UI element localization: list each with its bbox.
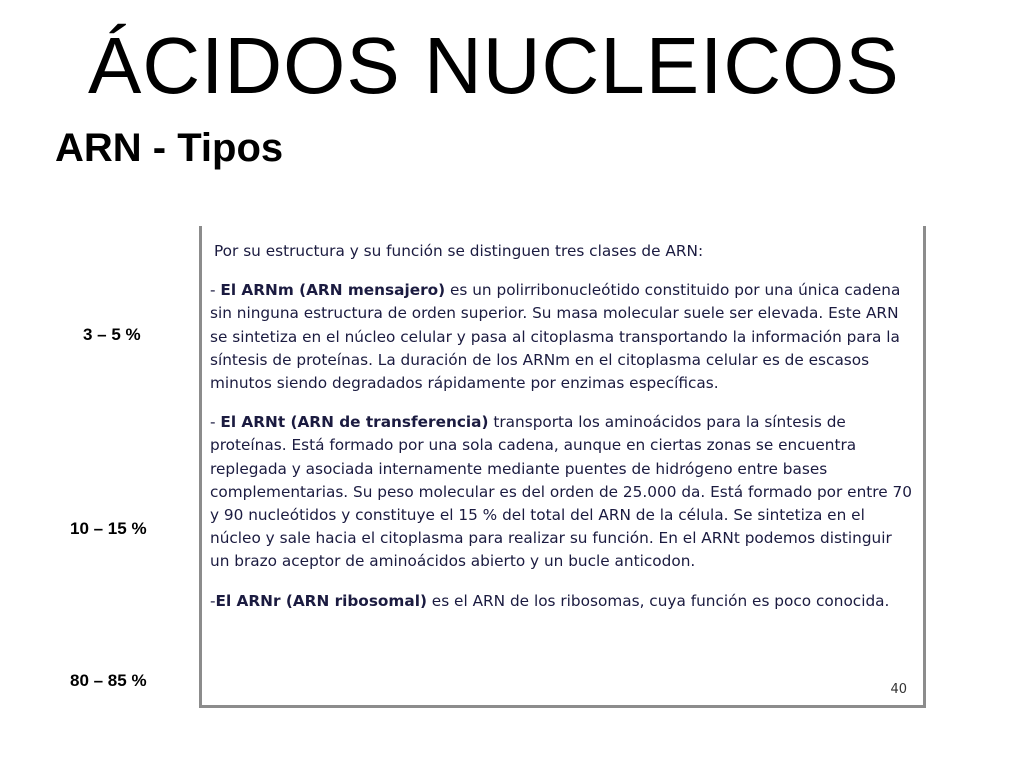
slide-subtitle: ARN - Tipos (55, 126, 284, 170)
text-panel-content (210, 240, 916, 613)
percentage-label-arnr: 80 – 85 % (70, 671, 147, 690)
slide-title: ÁCIDOS NUCLEICOS (88, 21, 900, 110)
section-text: transporta los aminoácidos para la síntesis de proteínas. Está formado por una sola cadena, aunque en ciertas zonas se encuentra replegada y asociada internamente mediante puentes de hidrógeno entre bases complementarias. Su peso molecular es del orden de 25.000 da. Está formado por entre 70 y 90 nucleótidos y constituye el 15 % del total del ARN de la célula. Se sintetiza en el núcleo y sale hacia el citoplasma para realizar su función. En el ARNt podemos distinguir un brazo aceptor de aminoácidos abierto y un bucle anticodon. (210, 413, 912, 571)
section-text: es el ARN de los ribosomas, cuya función es poco conocida. (426, 591, 890, 610)
percentage-label-arnt: 10 – 15 % (70, 519, 147, 538)
section-arnm (210, 279, 916, 395)
section-arnt (210, 411, 916, 573)
section-text: es un polirribonucleótido constituido por una única cadena sin ninguna estructura de orden superior. Su masa molecular suele ser elevada. Este ARN se sintetiza en el núcleo celular y pasa al citoplasma transportando la información para la síntesis de proteínas. La duración de los ARNm en el citoplasma celular es de escasos minutos siendo degradados rápidamente por enzimas específicas. (210, 281, 901, 393)
page-number: 40 (890, 681, 907, 697)
percentage-label-arnm: 3 – 5 % (83, 325, 141, 344)
section-arnr (210, 590, 916, 613)
section-term: El ARNr (ARN ribosomal) (215, 591, 427, 610)
section-term: El ARNm (ARN mensajero) (220, 281, 446, 300)
section-prefix: - (210, 413, 221, 432)
section-prefix: - (210, 281, 221, 300)
text-panel (199, 226, 926, 708)
section-prefix: - (210, 591, 216, 610)
panel-intro: Por su estructura y su función se distinguen tres clases de ARN: (214, 242, 704, 260)
section-term: El ARNt (ARN de transferencia) (220, 413, 489, 432)
